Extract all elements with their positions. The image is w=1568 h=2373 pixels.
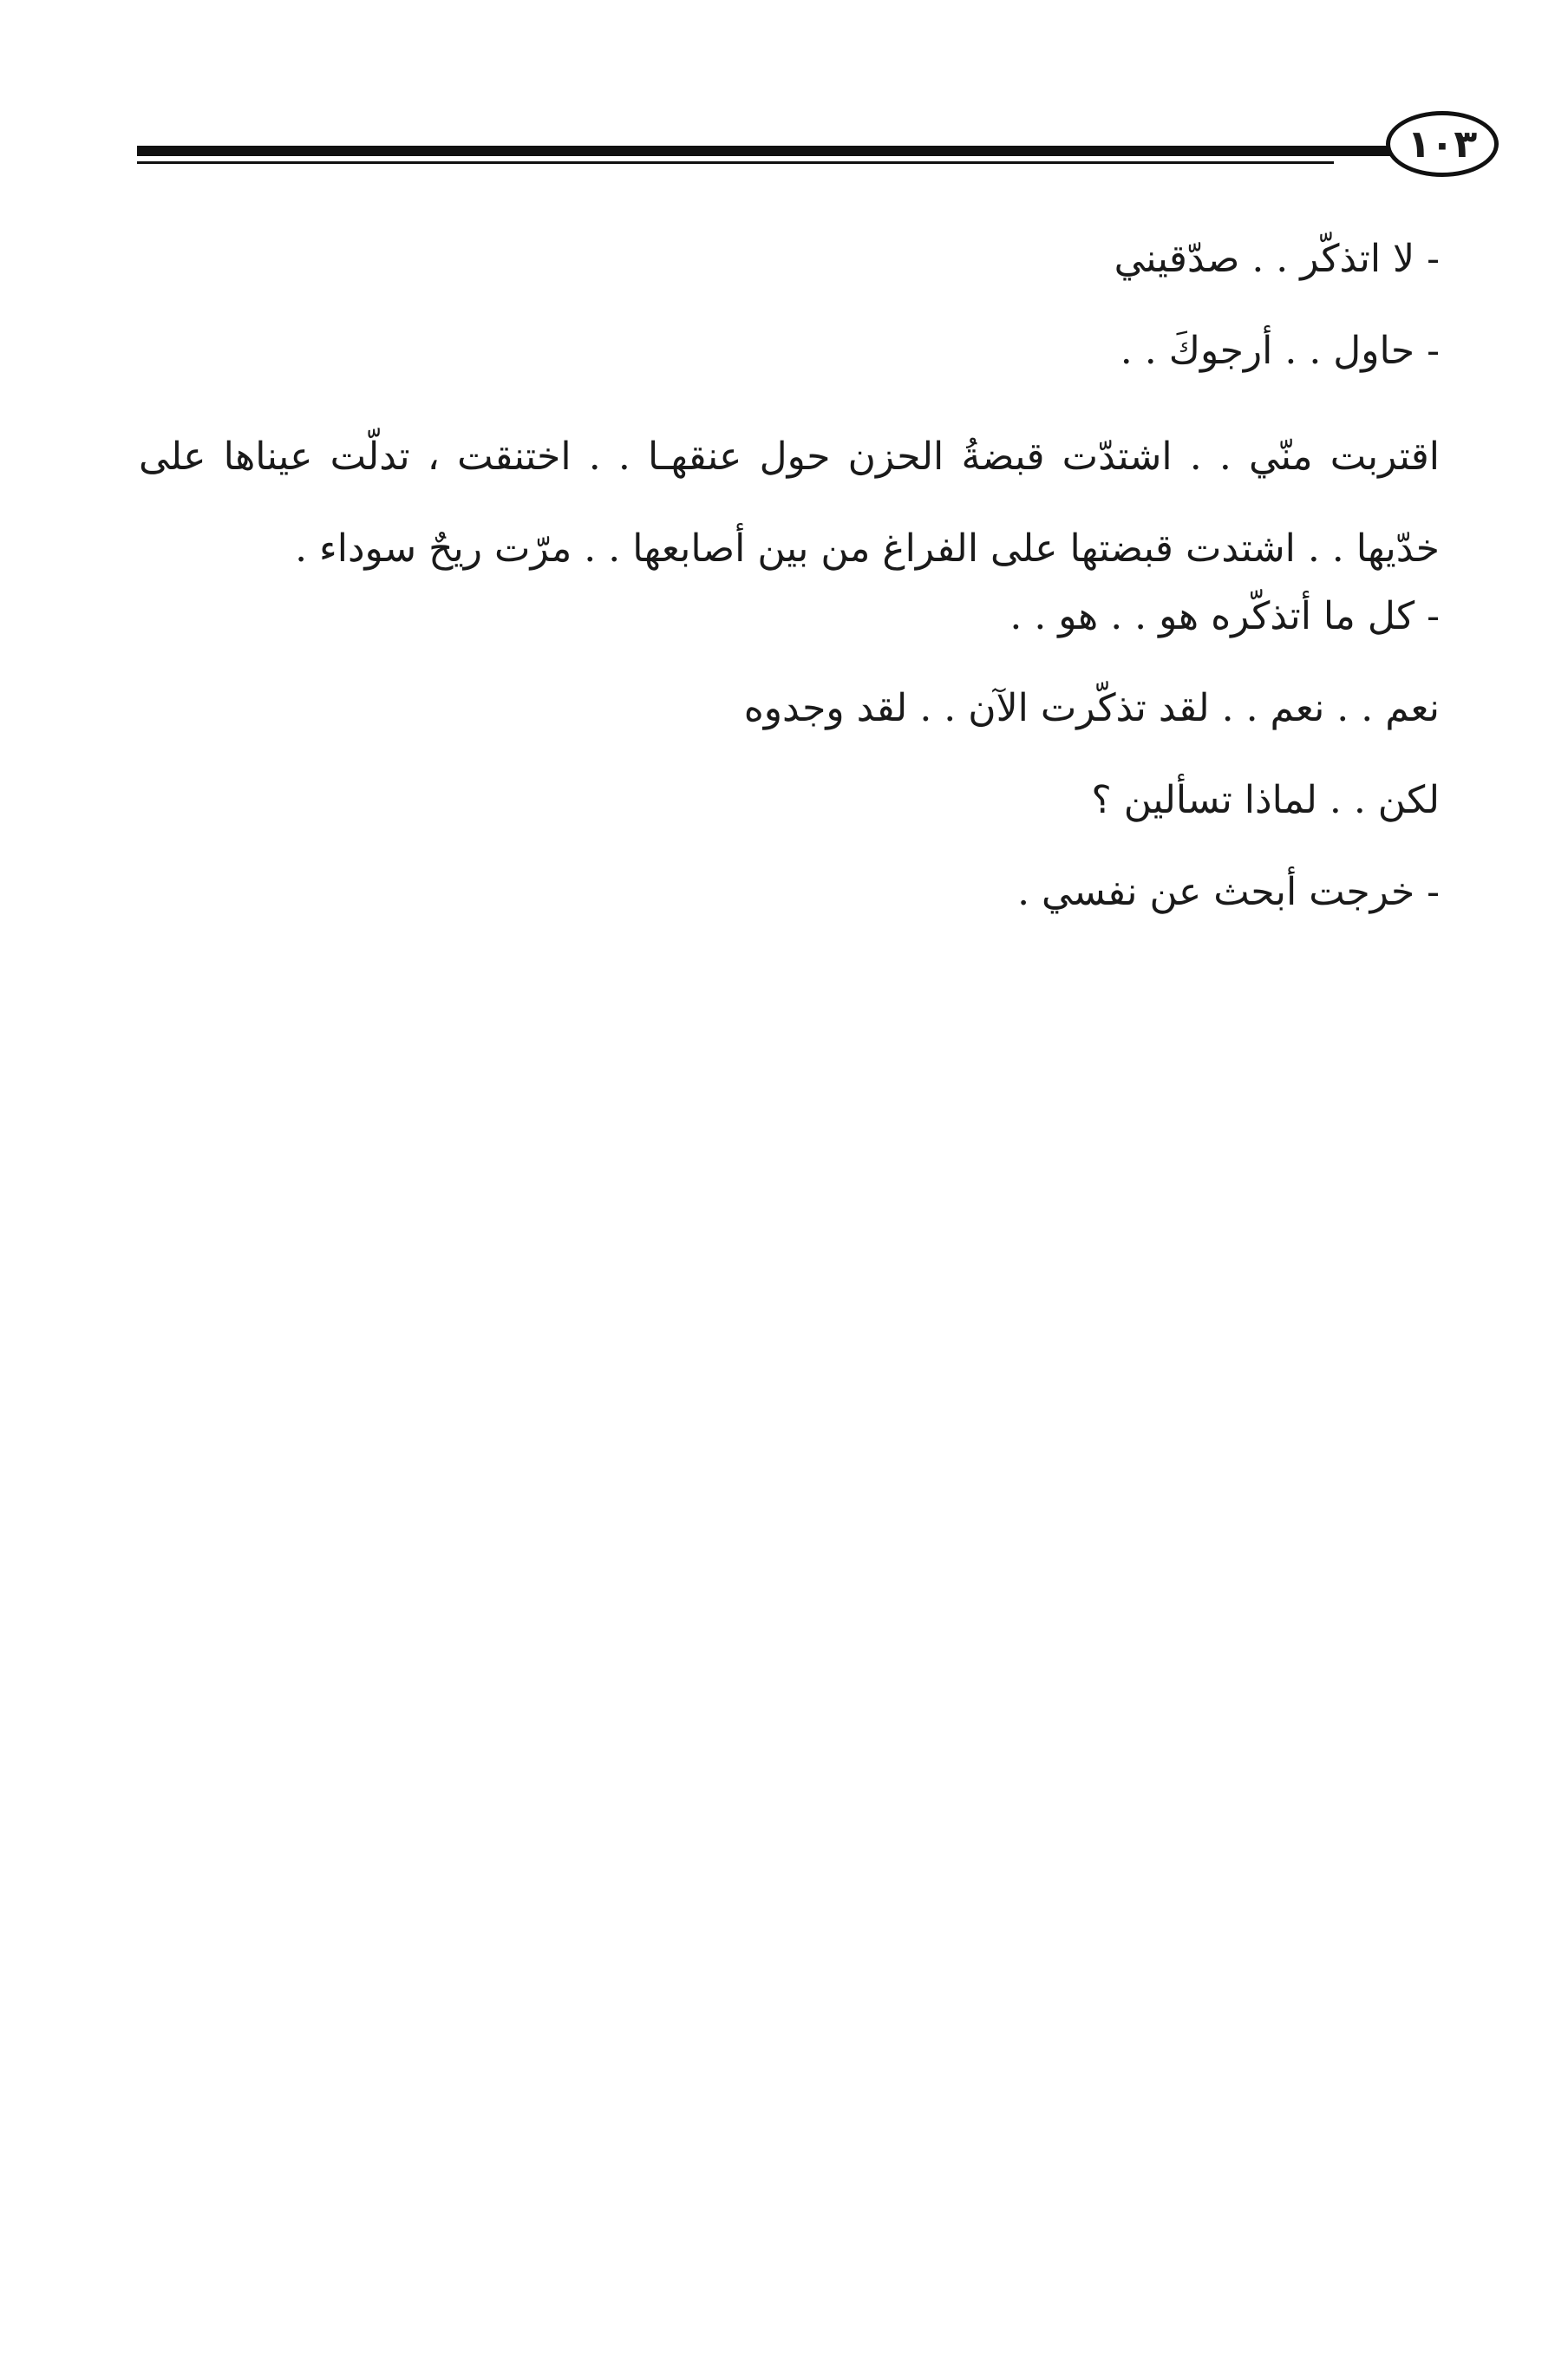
header-rule-thin xyxy=(137,161,1334,164)
dialogue-line-4: نعم . . نعم . . لقد تذكّرت الآن . . لقد وجدوه xyxy=(743,686,1440,730)
dialogue-line-2: - حاول . . أرجوكَ . . xyxy=(1120,329,1440,373)
dialogue-line-3: - كل ما أتذكّره هو . . هو . . xyxy=(1009,594,1440,638)
dialogue-line-5: لكن . . لماذا تسألين ؟ xyxy=(1091,778,1440,822)
page-header xyxy=(137,111,1478,180)
narrative-paragraph: اقتربت منّي . . اشتدّت قبضةُ الحزن حول عنقهـا . . اختنقت ، تدلّت عيناها على خدّيها . . اشتدت قبضتها على الفراغ من بين أصابعها . . مرّت ريحٌ سوداء . xyxy=(139,435,1440,571)
header-rule-thick xyxy=(137,146,1447,156)
dialogue-line-6: - خرجت أبحث عن نفسي . xyxy=(1017,870,1440,914)
dialogue-line-1: - لا اتذكّر . . صدّقيني xyxy=(1114,237,1440,281)
page-number: ١٠٣ xyxy=(1386,111,1499,177)
